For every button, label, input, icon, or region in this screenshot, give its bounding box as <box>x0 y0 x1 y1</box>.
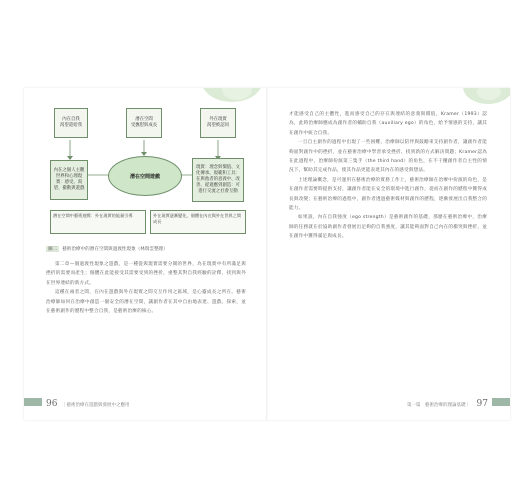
diagram-node-inner-self: 內在自我 渴望還給我 <box>54 108 88 138</box>
right-body-text <box>289 110 487 242</box>
paragraph: 第二章—個過渡性現象之遊戲，是一種從與現實需要分開的世界，為在現實中有所滿足與挫折的需要而產生；個體在此能接受其需要受到的挫折，重整其對自我經驗的詮釋，找到與外在世界連結的新方式。 <box>46 262 246 286</box>
running-title: ｜藝術治療在遊戲與發展中之應用 <box>62 403 130 408</box>
paragraph: 如果說，內在自我強度（ego strength）是藝術創作的基礎，那麼在藝術治療中，治療師的任務就在於協助創作者發展出足夠的自我強度，讓其能夠面對自己內在的衝突與挫折，並在創作中獲得滿足與成長。 <box>289 215 487 240</box>
diagram-node-outer-world: 現實：理念與價值、文化傳承、規範和工具：在與他者的意義中、改善、從適應到創造：可進行交流之社會互動 <box>192 158 244 202</box>
diagram-node-inner-world: 內在之個人主觀世界和心理現實：感受、渴望、衝動與遊戲 <box>50 160 88 200</box>
diagram-node-center: 潛在空間遊戲 <box>108 156 182 196</box>
page-number: 97 <box>476 399 488 409</box>
paragraph: 這種在兩者之間，在內在遊戲與外在現實之間交互作用之區域，是心靈成長之所在。藝術治療師如何在治療中創造一個安全的潛在空間，讓創作者在其中自由地表達、遊戲、探索，並在藝術創作的歷程中整合自我，是藝術治療的核心。 <box>46 290 246 315</box>
paragraph: 上述理論概念，是可運用在藝術治療的實務工作上，藝術治療師在治療中扮演的角色，是在創作者需要時提供支持，讓創作者能在安全的環境中進行創作，從而在創作的歷程中獲得成長與改變；在藝術治療的過程中，創作者透過藝術媒材與創作的歷程，逐漸發展出自我整合的能力。 <box>289 177 487 212</box>
paragraph: 才能感受自己的主體性，進而感受自己的存在與連結的意義與價值，Kramer（1993）認為，此時治療師應成為創作者的輔助自我（auxiliary ego）的角色，給予情感的支持，讓其在創作中統合自我。 <box>289 112 487 136</box>
book-spread <box>24 88 510 420</box>
footer-bar <box>492 398 510 406</box>
diagram-note-left: 潛在空間中藝術遊戲：外在現實的能量引導 <box>50 210 146 234</box>
left-page <box>24 88 267 420</box>
page-number: 96 <box>46 399 58 409</box>
right-page <box>267 88 510 420</box>
diagram-node-potential-space: 潛在空間 受撫慰與成長 <box>126 108 162 138</box>
figure-diagram <box>46 100 252 242</box>
left-body-text <box>46 260 246 316</box>
caption-tag: 圖二 <box>48 247 58 252</box>
diagram-note-right: 外在現實逐漸變化，個體在內在與外在世界之間成長 <box>150 210 246 234</box>
diagram-node-outer-reality: 外在現實 渴望被認同 <box>200 108 236 138</box>
caption-text: 藝術治療中的潛在空間與過渡性現象（林瑞雲整理） <box>62 247 168 252</box>
running-title: 第一篇 藝術治療的理論基礎｜ <box>407 403 470 408</box>
paragraph: 一旦自主創作的過程中出現了一些困難，治療師以陪伴與鼓勵來支持創作者，讓創作者能夠面對創作中的挫折，並在藝術治療中學習承受挫折、找到新的方式解決問題；Kramer認為在此過程中，治療師扮演第三隻手（the third hand）的角色，在不干擾創作者自主性的情況下，幫助其完成作品，使其作品更能表達其內在的感受與想法。 <box>289 140 487 174</box>
figure-caption <box>46 246 168 252</box>
footer-bar <box>24 398 42 406</box>
